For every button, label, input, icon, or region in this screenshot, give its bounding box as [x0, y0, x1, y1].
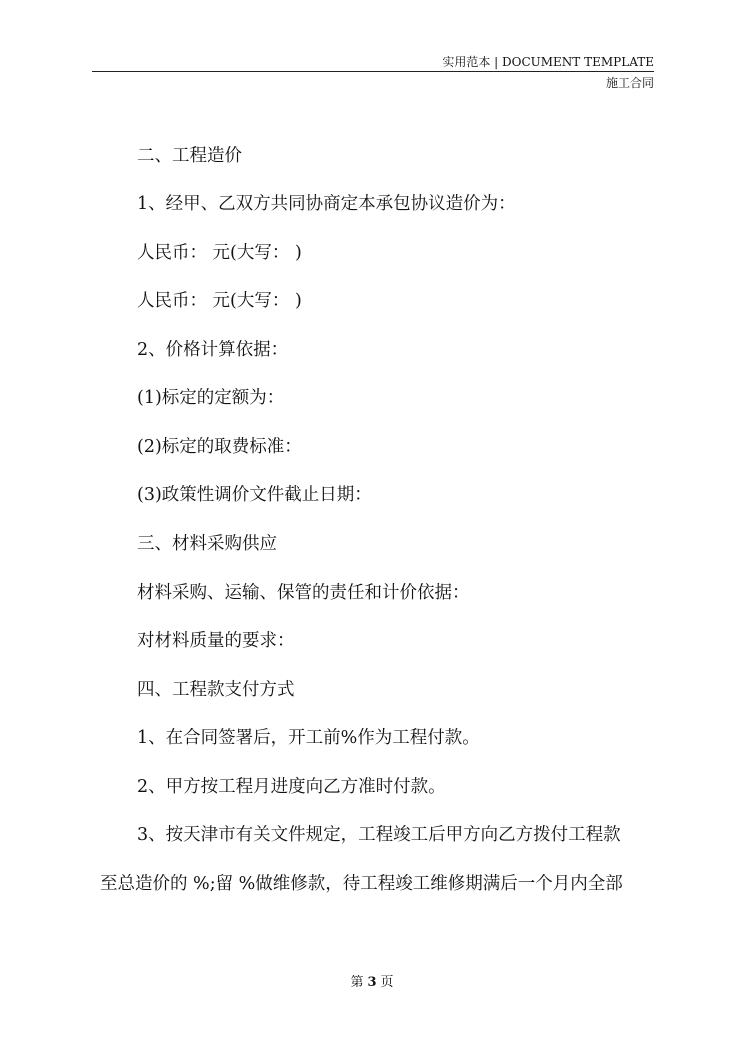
header-title: 实用范本 | DOCUMENT TEMPLATE	[442, 55, 654, 69]
paragraph-line: 2、价格计算依据：	[137, 340, 289, 360]
paragraph-line: (3)政策性调价文件截止日期：	[137, 485, 372, 505]
paragraph-line: 2、甲方按工程月进度向乙方准时付款。	[137, 777, 446, 797]
document-header	[442, 52, 654, 72]
paragraph-line: 1、经甲、乙双方共同协商定本承包协议造价为：	[137, 194, 516, 214]
header-divider	[92, 71, 654, 72]
page-number: 3	[367, 975, 377, 990]
page-footer	[0, 973, 744, 993]
paragraph-line: 3、按天津市有关文件规定，工程竣工后甲方向乙方拨付工程款	[137, 825, 621, 845]
paragraph-line: 人民币： 元(大写： )	[137, 243, 302, 263]
paragraph-line: 至总造价的 %;留 %做维修款，待工程竣工维修期满后一个月内全部	[100, 874, 623, 894]
header-subtitle: 施工合同	[605, 76, 654, 90]
footer-suffix: 页	[380, 975, 394, 990]
section-heading-materials: 三、材料采购供应	[137, 534, 277, 554]
section-heading-price: 二、工程造价	[137, 146, 242, 166]
paragraph-line: 材料采购、运输、保管的责任和计价依据：	[137, 583, 470, 603]
paragraph-line: (2)标定的取费标准：	[137, 437, 302, 457]
paragraph-line: 对材料质量的要求：	[137, 631, 295, 651]
section-heading-payment: 四、工程款支付方式	[137, 680, 295, 700]
paragraph-line: (1)标定的定额为：	[137, 388, 285, 408]
footer-prefix: 第	[350, 975, 364, 990]
paragraph-line: 1、在合同签署后，开工前%作为工程付款。	[137, 728, 480, 748]
paragraph-line: 人民币： 元(大写： )	[137, 291, 302, 311]
